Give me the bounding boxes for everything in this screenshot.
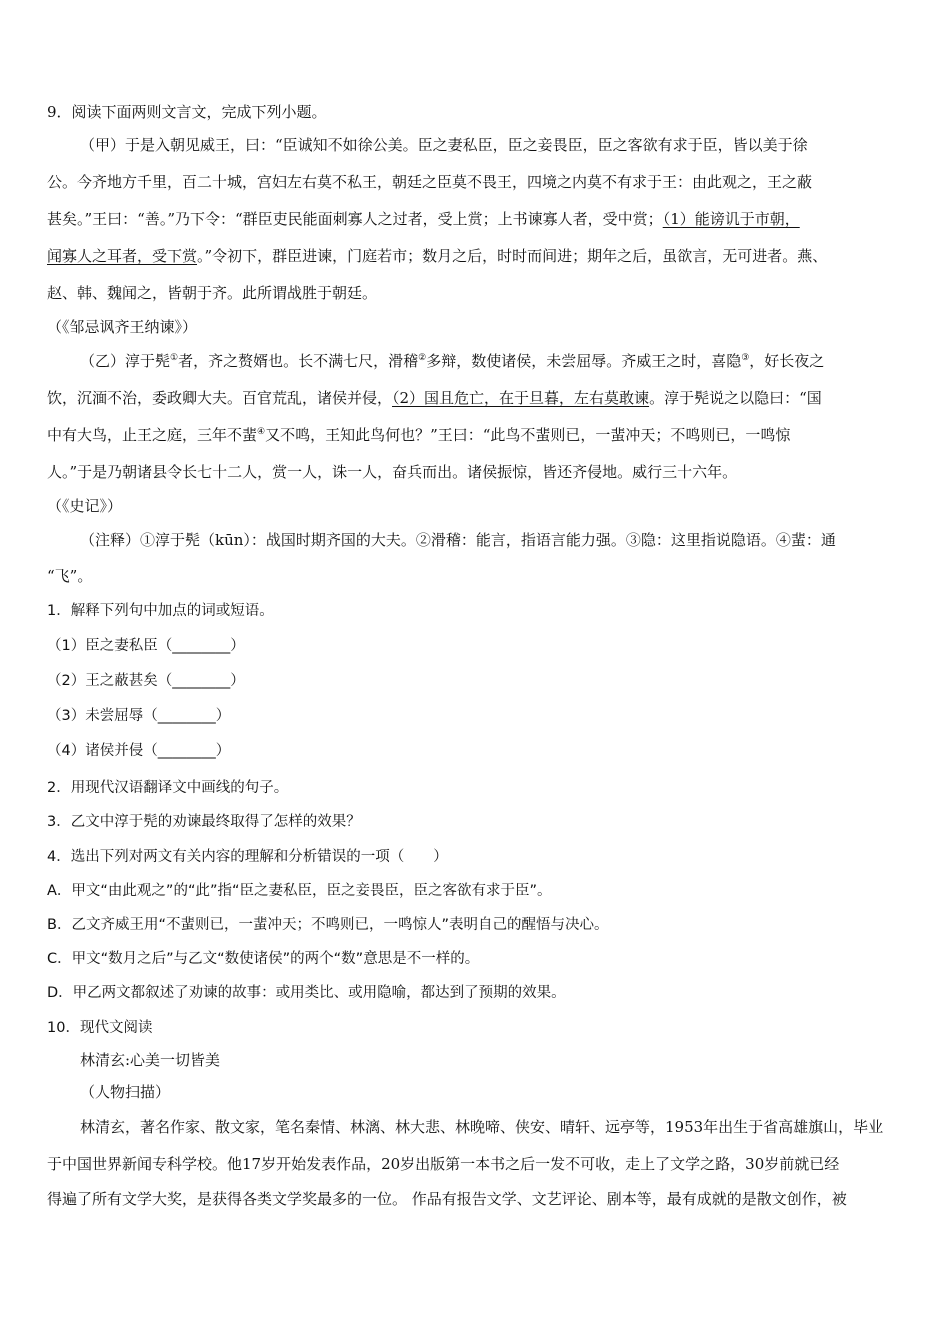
sub-question-1-title: 1．解释下列句中加点的词或短语。: [47, 603, 274, 619]
passage-yi-line: （乙）淳于髡①者，齐之赘婿也。长不满七尺，滑稽②多辩，数使诸侯，未尝屈辱。齐威王之时，喜隐③，好长夜之: [80, 352, 825, 370]
annotation-line: （注释）①淳于髡（kūn）：战国时期齐国的大夫。②滑稽：能言，指语言能力强。③隐：这里指说隐语。④蜚：通: [80, 531, 836, 549]
passage-jia-line: 赵、韩、魏闻之，皆朝于齐。此所谓战胜于朝廷。: [47, 284, 378, 302]
option-d: D．甲乙两文都叙述了劝谏的故事：或用类比、或用隐喻，都达到了预期的效果。: [47, 985, 566, 1001]
article-paragraph-line: 于中国世界新闻专科学校。他17岁开始发表作品，20岁出版第一本书之后一发不可收，走上了文学之路，30岁前就已经: [47, 1155, 840, 1173]
sub-question-4-title: 4．选出下列对两文有关内容的理解和分析错误的一项（ ）: [47, 849, 448, 865]
question-9-title: 9．阅读下面两则文言文，完成下列小题。: [47, 103, 327, 121]
article-title: 林清玄:心美一切皆美: [80, 1051, 221, 1069]
sub-question-1-item: （4）诸侯并侵（________）: [47, 743, 231, 759]
question-10-title: 10．现代文阅读: [47, 1020, 153, 1036]
underlined-sentence-2: （2）国且危亡，在于旦暮，左右莫敢谏: [392, 389, 650, 407]
article-paragraph-line: 得遍了所有文学大奖，是获得各类文学奖最多的一位。 作品有报告文学、文艺评论、剧本等，最有成就的是散文创作，被: [47, 1190, 847, 1208]
underlined-sentence-1: 闻寡人之耳者，受下赏: [47, 247, 198, 265]
option-c: C．甲文“数月之后”与乙文“数使诸侯”的两个“数”意思是不一样的。: [47, 951, 480, 967]
option-a: A．甲文“由此观之”的“此”指“臣之妻私臣，臣之妾畏臣，臣之客欲有求于臣”。: [47, 883, 552, 899]
passage-yi-line: 饮，沉湎不治，委政卿大夫。百官荒乱，诸侯并侵，（2）国且危亡，在于旦暮，左右莫敢谏。淳于髡说之以隐曰：“国: [47, 389, 822, 407]
article-section-heading: （人物扫描）: [80, 1083, 171, 1101]
sub-question-1-item: （3）未尝屈辱（________）: [47, 708, 231, 724]
passage-jia-source: （《邹忌讽齐王纳谏》）: [47, 318, 198, 336]
passage-yi-source: （《史记》）: [47, 497, 123, 515]
footnote-marker: ②: [418, 353, 427, 363]
annotation-line: “飞”。: [47, 567, 93, 585]
passage-jia-line: （甲）于是入朝见威王，曰：“臣诚知不如徐公美。臣之妻私臣，臣之妾畏臣，臣之客欲有求于臣，皆以美于徐: [80, 136, 808, 154]
option-b: B．乙文齐威王用“不蜚则已，一蜚冲天；不鸣则已，一鸣惊人”表明自己的醒悟与决心。: [47, 917, 609, 933]
passage-jia-line: 甚矣。”王曰：“善。”乃下令：“群臣吏民能面刺寡人之过者，受上赏；上书谏寡人者，受中赏；（1）能谤讥于市朝，: [47, 210, 800, 228]
footnote-marker: ③: [741, 353, 750, 363]
article-paragraph-line: 林清玄，著名作家、散文家，笔名秦情、林漓、林大悲、林晚啼、侠安、晴轩、远亭等，1953年出生于省高雄旗山，毕业: [80, 1118, 884, 1136]
footnote-marker: ④: [257, 427, 266, 437]
passage-yi-line: 人。”于是乃朝诸县令长七十二人，赏一人，诛一人，奋兵而出。诸侯振惊，皆还齐侵地。威行三十六年。: [47, 463, 738, 481]
passage-yi-line: 中有大鸟，止王之庭，三年不蜚④又不鸣，王知此鸟何也？”王曰：“此鸟不蜚则已，一蜚冲天；不鸣则已，一鸣惊: [47, 426, 791, 444]
footnote-marker: ①: [170, 353, 179, 363]
sub-question-1-item: （2）王之蔽甚矣（________）: [47, 673, 245, 689]
passage-jia-line: 闻寡人之耳者，受下赏。”令初下，群臣进谏，门庭若市；数月之后，时时而间进；期年之后，虽欲言，无可进者。燕、: [47, 247, 828, 265]
sub-question-2: 2．用现代汉语翻译文中画线的句子。: [47, 780, 289, 796]
sub-question-1-item: （1）臣之妻私臣（________）: [47, 638, 245, 654]
underlined-sentence-1: （1）能谤讥于市朝，: [662, 210, 800, 228]
sub-question-3: 3．乙文中淳于髡的劝谏最终取得了怎样的效果？: [47, 814, 361, 830]
passage-jia-line: 公。今齐地方千里，百二十城，宫妇左右莫不私王，朝廷之臣莫不畏王，四境之内莫不有求于王：由此观之，王之蔽: [47, 173, 813, 191]
